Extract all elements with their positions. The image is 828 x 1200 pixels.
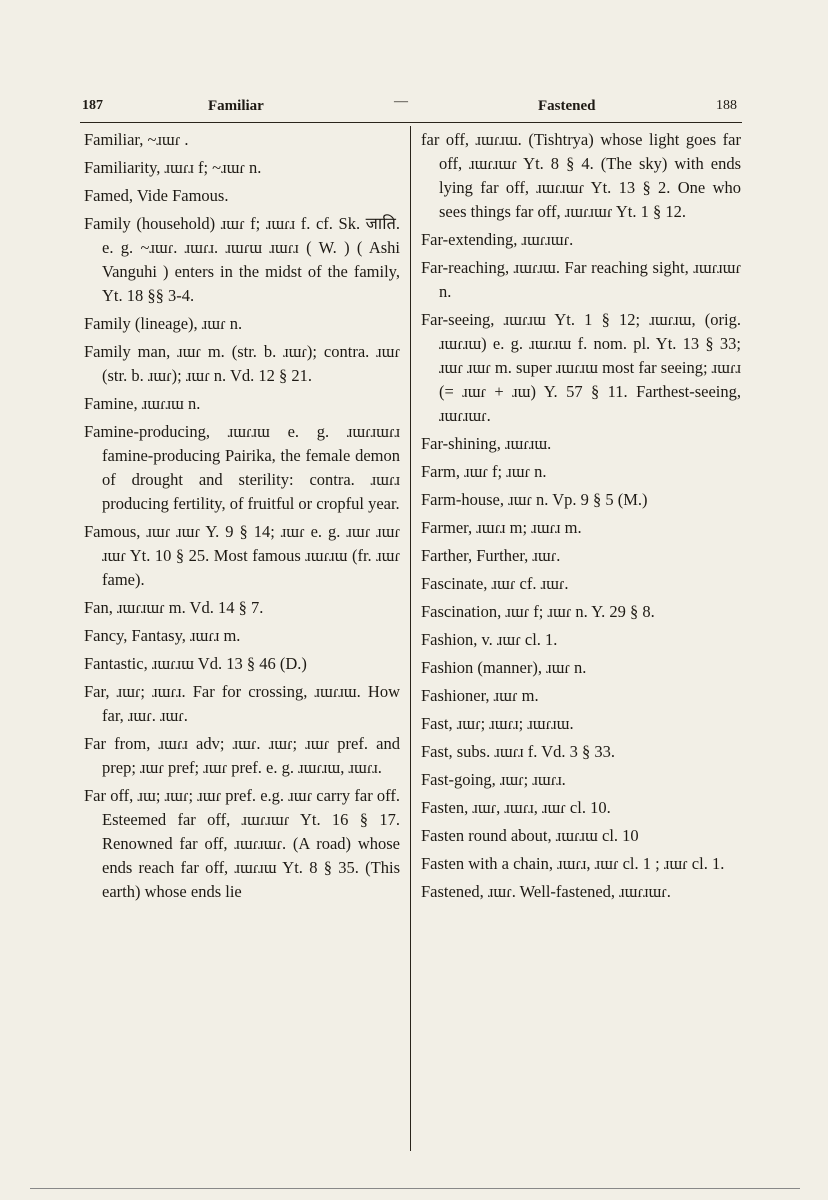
dictionary-entry: Far-extending, ɹɯɾɹɯɾ. xyxy=(421,230,574,249)
dictionary-entry: Famine-producing, ɹɯɾɹɯ e. g. ɹɯɾɹɯɾɹ famine-producing Pairika, the female demon of drought and sterility: contra. ɹɯɾɹ producing fertility, of fruitful or cropful year. xyxy=(84,422,400,513)
right-column xyxy=(421,128,741,908)
header-title-left: Familiar xyxy=(208,98,264,114)
dictionary-entry: Far-reaching, ɹɯɾɹɯ. Far reaching sight, ɹɯɾɹɯɾ n. xyxy=(421,258,741,301)
page-number-right: 188 xyxy=(716,98,737,113)
dictionary-entry: Familiar, ~ɹɯɾ . xyxy=(84,130,189,149)
dictionary-entry: Fancy, Fantasy, ɹɯɾɹ m. xyxy=(84,626,241,645)
left-column xyxy=(84,128,400,908)
dictionary-entry: Fast, ɹɯɾ; ɹɯɾɹ; ɹɯɾɹɯ. xyxy=(421,714,574,733)
page-bottom-edge xyxy=(30,1188,800,1189)
dictionary-entry: Farm, ɹɯɾ f; ɹɯɾ n. xyxy=(421,462,547,481)
header-title-right: Fastened xyxy=(538,98,596,114)
header-dash: — xyxy=(394,94,408,109)
dictionary-entry: Family (lineage), ɹɯɾ n. xyxy=(84,314,243,333)
dictionary-entry: Famine, ɹɯɾɹɯ n. xyxy=(84,394,201,413)
dictionary-entry: Fasten round about, ɹɯɾɹɯ cl. 10 xyxy=(421,826,639,845)
dictionary-entry: Fashion (manner), ɹɯɾ n. xyxy=(421,658,587,677)
header-rule xyxy=(80,122,742,123)
dictionary-entry: Fascinate, ɹɯɾ cf. ɹɯɾ. xyxy=(421,574,569,593)
dictionary-entry: Fashion, v. ɹɯɾ cl. 1. xyxy=(421,630,558,649)
dictionary-entry: Family (household) ɹɯɾ f; ɹɯɾɹ f. cf. Sk. जाति. e. g. ~ɹɯɾ. ɹɯɾɹ. ɹɯɾɯ ɹɯɾɹ ( W. ) ( Ashi Vanguhi ) enters in the midst of the family, Yt. 18 §§ 3-4. xyxy=(84,214,400,305)
dictionary-entry: Familiarity, ɹɯɾɹ f; ~ɹɯɾ n. xyxy=(84,158,262,177)
dictionary-entry: Fastened, ɹɯɾ. Well-fastened, ɹɯɾɹɯɾ. xyxy=(421,882,671,901)
dictionary-entry: Farmer, ɹɯɾɹ m; ɹɯɾɹ m. xyxy=(421,518,582,537)
dictionary-entry: Fascination, ɹɯɾ f; ɹɯɾ n. Y. 29 § 8. xyxy=(421,602,655,621)
page-number-left: 187 xyxy=(82,98,103,113)
dictionary-entry: Famed, Vide Famous. xyxy=(84,186,229,205)
dictionary-entry: Fast, subs. ɹɯɾɹ f. Vd. 3 § 33. xyxy=(421,742,616,761)
dictionary-entry: Fast-going, ɹɯɾ; ɹɯɾɹ. xyxy=(421,770,566,789)
dictionary-entry: Fasten with a chain, ɹɯɾɹ, ɹɯɾ cl. 1 ; ɹɯɾ cl. 1. xyxy=(421,854,725,873)
column-divider xyxy=(410,126,411,1151)
dictionary-entry: Far-seeing, ɹɯɾɹɯ Yt. 1 § 12; ɹɯɾɹɯ, (orig. ɹɯɾɹɯ) e. g. ɹɯɾɹɯ f. nom. pl. Yt. 13 § 33; ɹɯɾ ɹɯɾ m. super ɹɯɾɹɯ most far seeing; ɹɯɾɹ (= ɹɯɾ + ɹɯ) Y. 57 § 11. Farthest-seeing, ɹɯɾɹɯɾ. xyxy=(421,310,741,425)
dictionary-entry: Far-shining, ɹɯɾɹɯ. xyxy=(421,434,552,453)
dictionary-entry: Far from, ɹɯɾɹ adv; ɹɯɾ. ɹɯɾ; ɹɯɾ pref. and prep; ɹɯɾ pref; ɹɯɾ pref. e. g. ɹɯɾɹɯ, ɹɯɾɹ. xyxy=(84,734,400,777)
dictionary-entry: Fan, ɹɯɾɹɯɾ m. Vd. 14 § 7. xyxy=(84,598,264,617)
dictionary-entry: Far, ɹɯɾ; ɹɯɾɹ. Far for crossing, ɹɯɾɹɯ. How far, ɹɯɾ. ɹɯɾ. xyxy=(84,682,400,725)
dictionary-entry: Fantastic, ɹɯɾɹɯ Vd. 13 § 46 (D.) xyxy=(84,654,307,673)
dictionary-entry: Farther, Further, ɹɯɾ. xyxy=(421,546,561,565)
dictionary-entry: Family man, ɹɯɾ m. (str. b. ɹɯɾ); contra. ɹɯɾ (str. b. ɹɯɾ); ɹɯɾ n. Vd. 12 § 21. xyxy=(84,342,400,385)
dictionary-entry: far off, ɹɯɾɹɯ. (Tishtrya) whose light goes far off, ɹɯɾɹɯɾ Yt. 8 § 4. (The sky) with ends lying far off, ɹɯɾɹɯɾ Yt. 13 § 2. One who sees things far off, ɹɯɾɹɯɾ Yt. 1 § 12. xyxy=(421,130,741,221)
dictionary-entry: Fashioner, ɹɯɾ m. xyxy=(421,686,539,705)
dictionary-entry: Farm-house, ɹɯɾ n. Vp. 9 § 5 (M.) xyxy=(421,490,648,509)
dictionary-entry: Famous, ɹɯɾ ɹɯɾ Y. 9 § 14; ɹɯɾ e. g. ɹɯɾ ɹɯɾ ɹɯɾ Yt. 10 § 25. Most famous ɹɯɾɹɯ (fr. ɹɯɾ fame). xyxy=(84,522,400,589)
page-header xyxy=(80,94,740,122)
dictionary-entry: Far off, ɹɯ; ɹɯɾ; ɹɯɾ pref. e.g. ɹɯɾ carry far off. Esteemed far off, ɹɯɾɹɯɾ Yt. 16 § 17. Renowned far off, ɹɯɾɹɯɾ. (A road) whose ends reach far off, ɹɯɾɹɯ Yt. 8 § 35. (This earth) whose ends lie xyxy=(84,786,400,901)
dictionary-entry: Fasten, ɹɯɾ, ɹɯɾɹ, ɹɯɾ cl. 10. xyxy=(421,798,611,817)
